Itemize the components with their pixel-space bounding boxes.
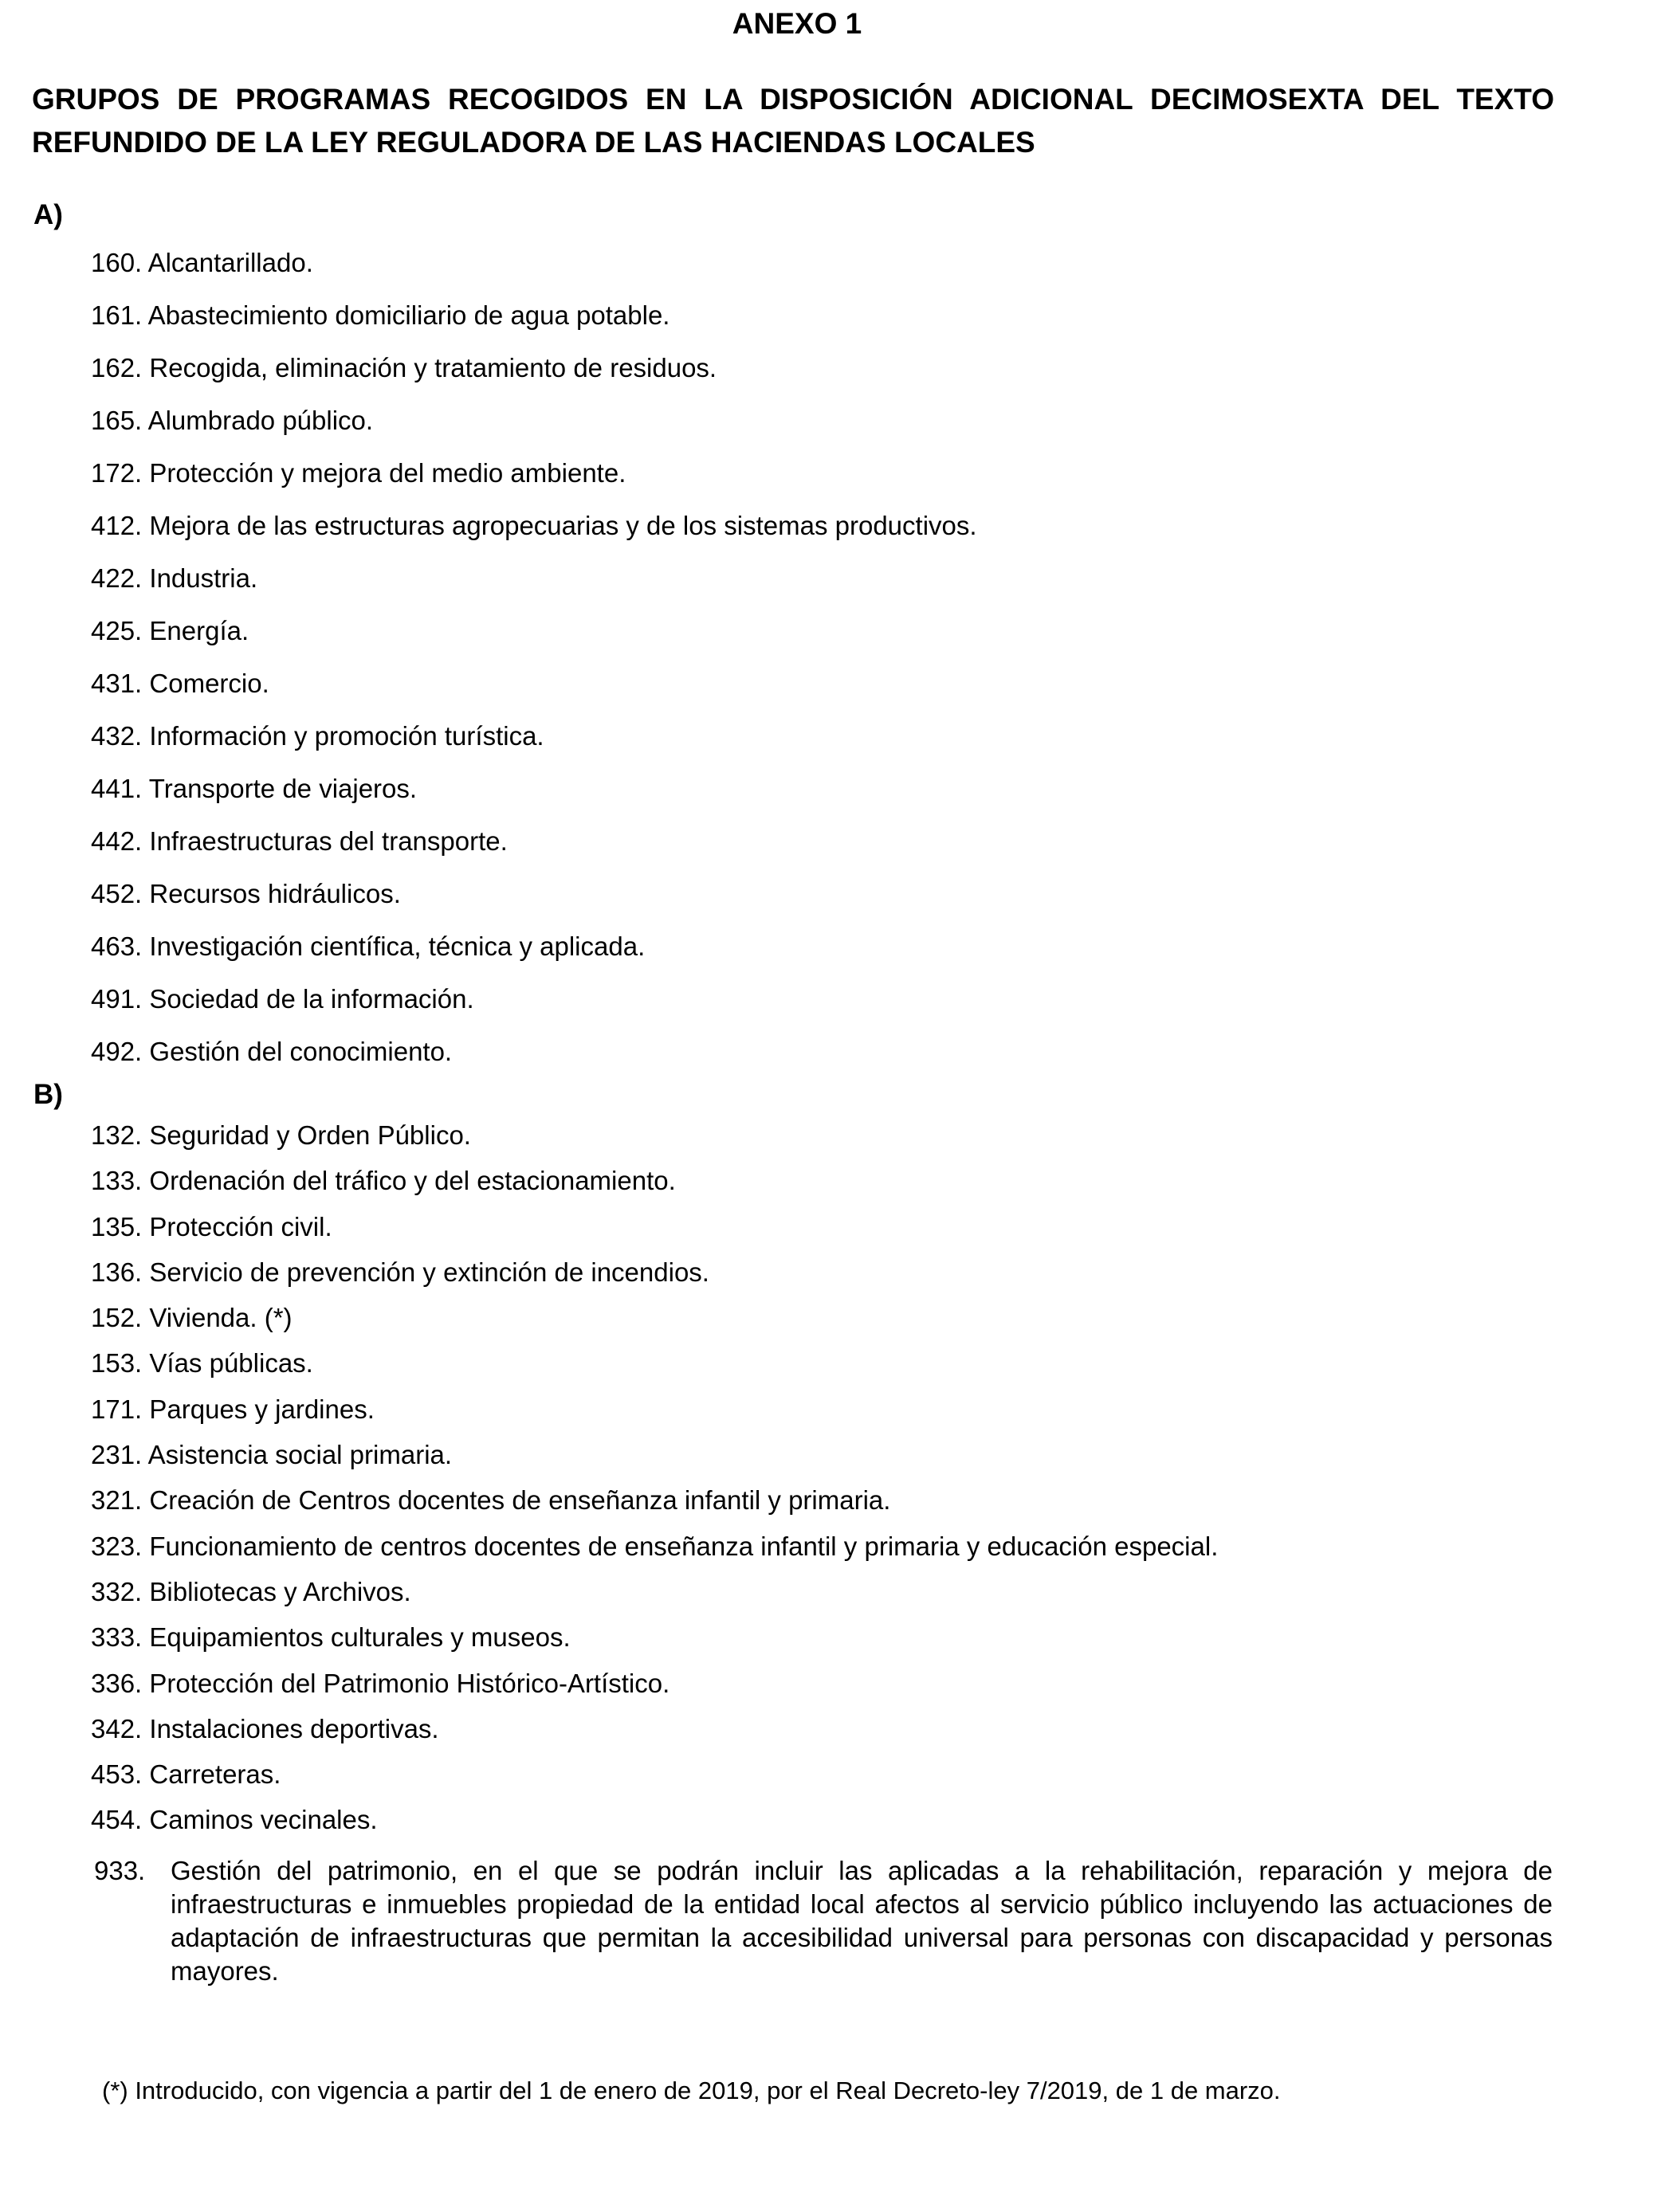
section-a-label: A) <box>33 199 63 230</box>
footnote: (*) Introducido, con vigencia a partir del 1 de enero de 2019, por el Real Decreto-ley 7/2019, de 1 de marzo. <box>102 2077 1281 2104</box>
list-item: 491. Sociedad de la información. <box>91 984 474 1014</box>
list-item: 333. Equipamientos culturales y museos. <box>91 1622 571 1653</box>
list-item: 161. Abastecimiento domiciliario de agua potable. <box>91 300 670 330</box>
list-item: 132. Seguridad y Orden Público. <box>91 1120 471 1150</box>
list-item: 162. Recogida, eliminación y tratamiento de residuos. <box>91 353 717 382</box>
list-item: 133. Ordenación del tráfico y del estacionamiento. <box>91 1166 676 1196</box>
list-item: 332. Bibliotecas y Archivos. <box>91 1576 411 1606</box>
list-item: 452. Recursos hidráulicos. <box>91 879 401 908</box>
list-item: 492. Gestión del conocimiento. <box>91 1037 453 1066</box>
list-item: 425. Energía. <box>91 616 249 645</box>
list-item: 342. Instalaciones deportivas. <box>91 1713 439 1743</box>
list-item: 431. Comercio. <box>91 669 269 698</box>
item-933-number: 933. <box>94 1856 146 1885</box>
list-item: 231. Asistencia social primaria. <box>91 1440 453 1470</box>
list-item: 152. Vivienda. (*) <box>91 1303 293 1333</box>
list-item: 453. Carreteras. <box>91 1759 281 1790</box>
list-item: 463. Investigación científica, técnica y aplicada. <box>91 931 646 961</box>
list-item: 153. Vías públicas. <box>91 1348 313 1379</box>
list-item: 422. Industria. <box>91 563 258 593</box>
list-item: 172. Protección y mejora del medio ambiente. <box>91 458 626 488</box>
list-item: 160. Alcantarillado. <box>91 248 313 277</box>
list-item: 442. Infraestructuras del transporte. <box>91 826 508 856</box>
list-item: 454. Caminos vecinales. <box>91 1805 378 1835</box>
list-item: 323. Funcionamiento de centros docentes de enseñanza infantil y primaria y educación especial. <box>91 1531 1219 1561</box>
list-item: 412. Mejora de las estructuras agropecuarias y de los sistemas productivos. <box>91 511 977 540</box>
list-item: 165. Alumbrado público. <box>91 406 374 435</box>
list-item: 336. Protección del Patrimonio Histórico-Artístico. <box>91 1668 670 1698</box>
annex-title: ANEXO 1 <box>732 7 862 40</box>
list-item: 171. Parques y jardines. <box>91 1394 375 1424</box>
item-933-text: Gestión del patrimonio, en el que se podrán incluir las aplicadas a la rehabilitación, reparación y mejora de infraestructuras e inmuebles propiedad de la entidad local afectos al servicio público incluyendo las actuaciones de adaptación de infraestructuras que permitan la accesibilidad universal para personas con discapacidad y personas mayores. <box>171 1856 1553 1986</box>
section-b-list <box>91 1118 1218 1849</box>
list-item: 441. Transporte de viajeros. <box>91 774 418 803</box>
section-a-list <box>91 244 977 1085</box>
section-b-label: B) <box>33 1079 63 1110</box>
list-item: 432. Información y promoción turística. <box>91 721 544 751</box>
annex-heading: GRUPOS DE PROGRAMAS RECOGIDOS EN LA DISPOSICIÓN ADICIONAL DECIMOSEXTA DEL TEXTO REFUNDIDO DE LA LEY REGULADORA DE LAS HACIENDAS LOCALES <box>32 83 1554 159</box>
list-item: 136. Servicio de prevención y extinción de incendios. <box>91 1257 709 1287</box>
list-item-933 <box>94 1854 1553 1988</box>
list-item: 321. Creación de Centros docentes de enseñanza infantil y primaria. <box>91 1485 891 1516</box>
list-item: 135. Protección civil. <box>91 1211 332 1241</box>
